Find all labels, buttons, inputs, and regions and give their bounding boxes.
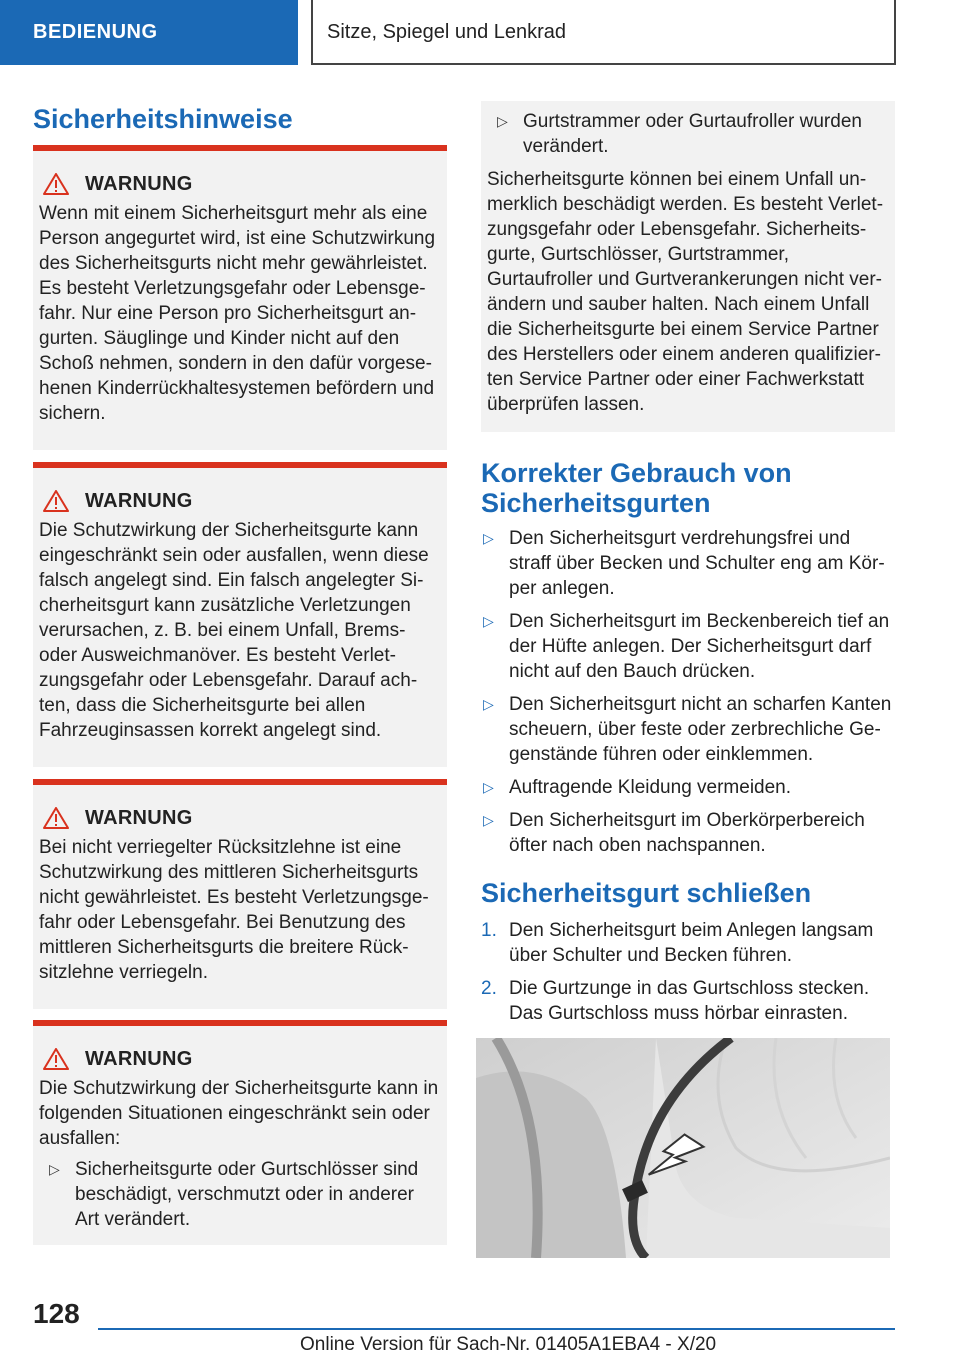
warning-bullet-list bbox=[39, 1157, 439, 1232]
warning-text: Wenn mit einem Sicherheitsgurt mehr als eine Person angegurtet wird, ist eine Schutzwirkung des Sicherheitsgurts nicht mehr gewährleistet. Es besteht Verletzungsgefahr oder Lebensgefahr. Nur eine Person pro Sicherheitsgurt angurten. Säuglinge und Kinder nicht auf den Schoß nehmen, sondern in den dafür vorgesehenen Kinderrückhaltesystemen befördern und sichern. bbox=[39, 203, 436, 424]
footer-version-text: Online Version für Sach-Nr. 01405A1EBA4 - X/20 bbox=[300, 1334, 717, 1355]
warning-box-1 bbox=[33, 145, 447, 450]
continued-text: Sicherheitsgurte können bei einem Unfall unmerklich beschädigt werden. Es besteht Verletzungsgefahr oder Lebensgefahr. Sicherheitsgurte, Gurtschlösser, Gurtstrammer, Gurtaufroller und Gurtverankerungen nicht verändern und sauber halten. Nach einem Unfall die Sicherheitsgurte bei einem Service Partner des Herstellers oder einem anderen qualifizierten Service Partner oder einer Fachwerkstatt überprüfen lassen. bbox=[487, 169, 884, 415]
list-item-text: Den Sicherheitsgurt im Oberkörperbereich öfter nach oben nachspannen. bbox=[509, 810, 865, 856]
list-item bbox=[481, 918, 895, 968]
list-item bbox=[481, 808, 895, 858]
triangle-bullet-icon: ▷ bbox=[483, 696, 494, 712]
list-item-text: Den Sicherheitsgurt beim Anlegen langsam über Schulter und Becken führen. bbox=[509, 920, 874, 966]
warning-header bbox=[39, 171, 439, 197]
list-item bbox=[481, 526, 895, 601]
seatbelt-illustration bbox=[476, 1038, 890, 1258]
step-number: 2. bbox=[481, 978, 497, 999]
list-item bbox=[481, 692, 895, 767]
steps-list bbox=[481, 918, 895, 1034]
list-item bbox=[39, 1157, 439, 1232]
list-item bbox=[487, 109, 889, 159]
warning-triangle-icon bbox=[43, 1048, 69, 1070]
warning-text: Die Schutzwirkung der Sicherheitsgurte kann eingeschränkt sein oder ausfallen, wenn diese falsch angelegt sind. Ein falsch angelegter Sicherheitsgurt kann zusätzliche Verletzungen verursachen, z. B. bei einem Unfall, Brems- oder Ausweichmanöver. Es besteht Verletzungsgefahr oder Lebensgefahr. Darauf achten, dass die Sicherheitsgurte bei allen Fahrzeuginsassen korrekt angelegt sind. bbox=[39, 520, 429, 741]
seat-drawing-icon bbox=[476, 1038, 890, 1258]
list-item-text: Den Sicherheitsgurt im Beckenbereich tief an der Hüfte anlegen. Der Sicherheitsgurt darf nicht auf den Bauch drücken. bbox=[509, 611, 890, 682]
triangle-bullet-icon: ▷ bbox=[483, 779, 494, 795]
warning-triangle-icon bbox=[43, 807, 69, 829]
warning-triangle-icon bbox=[43, 490, 69, 512]
warning-label: WARNUNG bbox=[85, 1047, 193, 1070]
triangle-bullet-icon: ▷ bbox=[483, 530, 494, 546]
warning-continuation-box bbox=[481, 101, 895, 432]
list-item bbox=[481, 775, 895, 800]
topic-label: Sitze, Spiegel und Lenkrad bbox=[311, 0, 896, 65]
list-item bbox=[481, 976, 895, 1026]
warning-box-2 bbox=[33, 462, 447, 767]
page-header bbox=[0, 0, 960, 65]
list-item-text: Sicherheitsgurte oder Gurtschlösser sind beschädigt, verschmutzt oder in anderer Art verändert. bbox=[75, 1159, 419, 1230]
warning-box-3 bbox=[33, 779, 447, 1009]
list-item-text: Den Sicherheitsgurt nicht an scharfen Kanten scheuern, über feste oder zerbrechliche Gegenstände führen oder einklemmen. bbox=[509, 694, 892, 765]
step-number: 1. bbox=[481, 920, 497, 941]
list-item-text: Den Sicherheitsgurt verdrehungsfrei und straff über Becken und Schulter eng am Körper anlegen. bbox=[509, 528, 885, 599]
warning-header bbox=[39, 805, 439, 831]
warning-label: WARNUNG bbox=[85, 806, 193, 829]
list-item bbox=[481, 609, 895, 684]
warning-triangle-icon bbox=[43, 173, 69, 195]
triangle-bullet-icon: ▷ bbox=[483, 613, 494, 629]
warning-text: Die Schutzwirkung der Sicherheitsgurte kann in folgenden Situationen eingeschränkt sein oder ausfallen: bbox=[39, 1078, 439, 1149]
warning-label: WARNUNG bbox=[85, 489, 193, 512]
section-title-korrekter-gebrauch: Korrekter Gebrauch von Sicherheitsgurten bbox=[481, 458, 792, 518]
continued-bullet-list bbox=[487, 109, 889, 159]
usage-list bbox=[481, 526, 895, 866]
list-item-text: Die Gurtzunge in das Gurtschloss stecken. Das Gurtschloss muss hörbar einrasten. bbox=[509, 978, 870, 1024]
list-item-text: Auftragende Kleidung vermeiden. bbox=[509, 777, 792, 798]
triangle-bullet-icon: ▷ bbox=[49, 1161, 60, 1177]
footer-divider bbox=[98, 1328, 895, 1330]
page-number: 128 bbox=[33, 1298, 80, 1329]
section-title-gurt-schliessen: Sicherheitsgurt schließen bbox=[481, 878, 812, 908]
warning-text: Bei nicht verriegelter Rücksitzlehne ist eine Schutzwirkung des mittleren Sicherheitsgurts nicht gewährleistet. Es besteht Verletzungsgefahr oder Lebensgefahr. Bei Benutzung des mittleren Sicherheitsgurts die breitere Rücksitzlehne verriegeln. bbox=[39, 837, 429, 983]
triangle-bullet-icon: ▷ bbox=[497, 113, 508, 129]
triangle-bullet-icon: ▷ bbox=[483, 812, 494, 828]
warning-label: WARNUNG bbox=[85, 172, 193, 195]
list-item-text: Gurtstrammer oder Gurtaufroller wurden verändert. bbox=[523, 111, 862, 157]
warning-header bbox=[39, 1046, 439, 1072]
section-title-sicherheitshinweise: Sicherheitshinweise bbox=[33, 104, 293, 134]
warning-box-4 bbox=[33, 1020, 447, 1245]
warning-header bbox=[39, 488, 439, 514]
chapter-label: BEDIENUNG bbox=[0, 0, 298, 65]
